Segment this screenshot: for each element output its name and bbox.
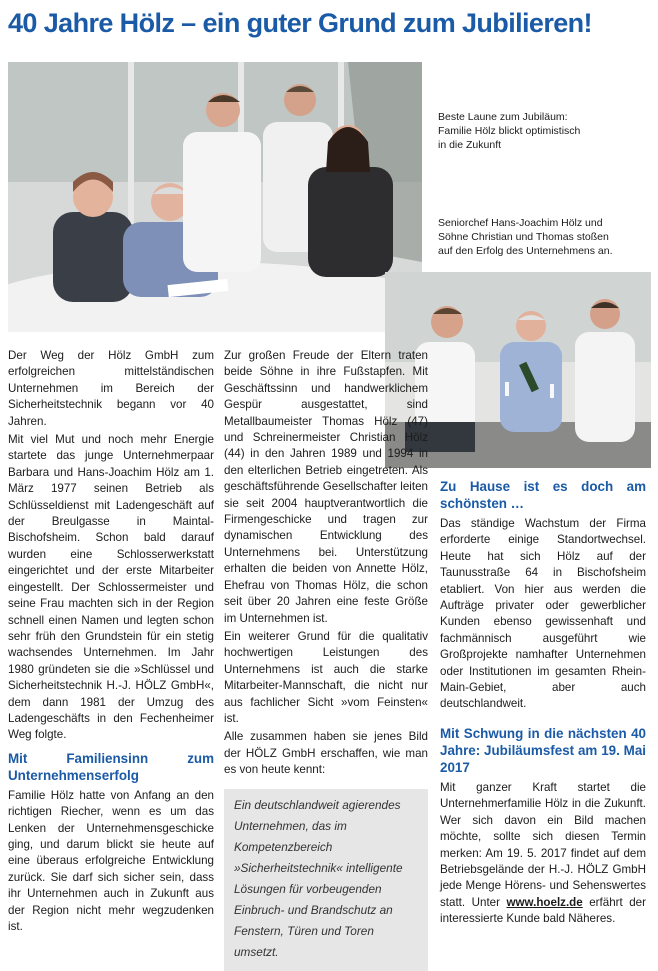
- family-photo-caption: [438, 110, 648, 152]
- caption-line: auf den Erfolg des Unternehmens an.: [438, 245, 613, 257]
- pull-quote: Ein deutschlandweit agierendes Unternehmen, das im Kompetenzbereich »Sicherheitstechnik« intelligente Lösungen für vorbeugenden Einbruch- und Brandschutz an Fenstern, Türen und Toren umsetzt.: [224, 789, 428, 971]
- paragraph-text: Mit ganzer Kraft startet die Unternehmerfamilie Hölz in die Zukunft. Wer sich davon ein Bild machen möchte, sollte sich diesen Termin merken: Am 19. 5. 2017 findet auf dem Betriebsgelände der H.-J. HÖLZ GmbH jede Menge Hörens- und Sehenswertes statt. Unter: [440, 780, 646, 909]
- article-column-2: [224, 348, 428, 971]
- caption-line: in die Zukunft: [438, 139, 502, 151]
- article-column-3: [440, 478, 646, 930]
- caption-line: Seniorchef Hans-Joachim Hölz und: [438, 217, 603, 229]
- website-link[interactable]: www.hoelz.de: [506, 895, 583, 909]
- article-headline: 40 Jahre Hölz – ein guter Grund zum Jubilieren!: [8, 8, 592, 38]
- paragraph: Alle zusammen haben sie jenes Bild der HÖLZ GmbH erschaffen, wie man es von heute kennt:: [224, 730, 428, 777]
- paragraph-text: erfährt der interessierte Kunde bald Näheres.: [440, 895, 646, 926]
- caption-line: Söhne Christian und Thomas stoßen: [438, 231, 609, 243]
- paragraph: Ein weiterer Grund für die qualitativ hochwertigen Leistungen des Unternehmens ist auch die starke Mitarbeiter-Mannschaft, die nicht nur aus fachlicher Sicht »vom Feinsten« ist.: [224, 629, 428, 725]
- caption-line: Familie Hölz blickt optimistisch: [438, 125, 581, 137]
- family-photo: [8, 62, 422, 332]
- subheading: Zu Hause ist es doch am schönsten …: [440, 479, 646, 511]
- paragraph: Familie Hölz hatte von Anfang an den richtigen Riecher, wenn es um das Lenken der Unternehmensgeschicke ging, und darum blickt sie heute auf eine überaus erfolgreiche Entwicklung zurück. Sie darf sich sicher sein, dass ihr Unternehmen auch in Zukunft aus der Region nicht mehr wegzudenken ist.: [8, 788, 214, 933]
- caption-line: Beste Laune zum Jubiläum:: [438, 111, 568, 123]
- paragraph: [440, 780, 646, 928]
- subheading: Mit Familiensinn zum Unternehmenserfolg: [8, 750, 214, 783]
- paragraph: Der Weg der Hölz GmbH zum erfolgreichen mittelständischen Unternehmen im Bereich der Sicherheitstechnik begann vor 40 Jahren.: [8, 349, 214, 428]
- subheading: Mit Schwung in die nächsten 40 Jahre: Jubiläumsfest am 19. Mai 2017: [440, 725, 646, 775]
- paragraph: Mit viel Mut und noch mehr Energie startete das junge Unternehmerpaar Barbara und Hans-Joachim Hölz am 1. März 1977 seinen Betrieb als Schlüsseldienst mit Ladengeschäft auf der Breulgasse in Maintal-Bischofsheim. Schon bald darauf wurden eine Schlosserwerkstatt eingerichtet und der erste Mitarbeiter eingestellt. Der Schlossermeister und seine Frau machten sich in der Region schnell einen Namen und legten schon sehr früh den Grundstein für ein stetig wachsendes Unternehmen. Im Jahr 1980 gründeten sie die »Schlüssel und Sicherheitstechnik H.-J. HÖLZ GmbH«, dem dann 1981 der Umzug des Ladengeschäfts in den Fechenheimer Weg folgte.: [8, 433, 214, 742]
- article-column-1: [8, 348, 214, 937]
- toast-photo-caption: [438, 216, 653, 258]
- paragraph: Das ständige Wachstum der Firma erforderte einige Standortwechsel. Heute hat sich Hölz auf der Taunusstraße 64 in Bischofsheim etabliert. Von hier aus werden die Aufträge privater oder gewerblicher Kunden ebenso gewissenhaft und fachmännisch ausgeführt wie Großprojekte namhafter Unternehmen oder Institutionen im gesamten Rhein-Main-Gebiet, aber auch deutschlandweit.: [440, 517, 646, 711]
- paragraph: Zur großen Freude der Eltern traten beide Söhne in ihre Fußstapfen. Mit Geschäftssinn und handwerklichem Gespür ausgestattet, sind Metallbaumeister Thomas Hölz (47) und Schreinermeister Christian Hölz (44) in den Jahren 1989 und 1994 in den elterlichen Betrieb eingetreten. Als geschäftsführende Gesellschafter leiten sie seit 2004 hauptverantwortlich die Firmengeschicke und tragen zur dynamischen Entwicklung des Unternehmens bei. Unterstützung erhalten die beiden von Annette Hölz, Ehefrau von Thomas Hölz, die schon seit über 20 Jahren eine feste Größe im Unternehmen ist.: [224, 349, 428, 625]
